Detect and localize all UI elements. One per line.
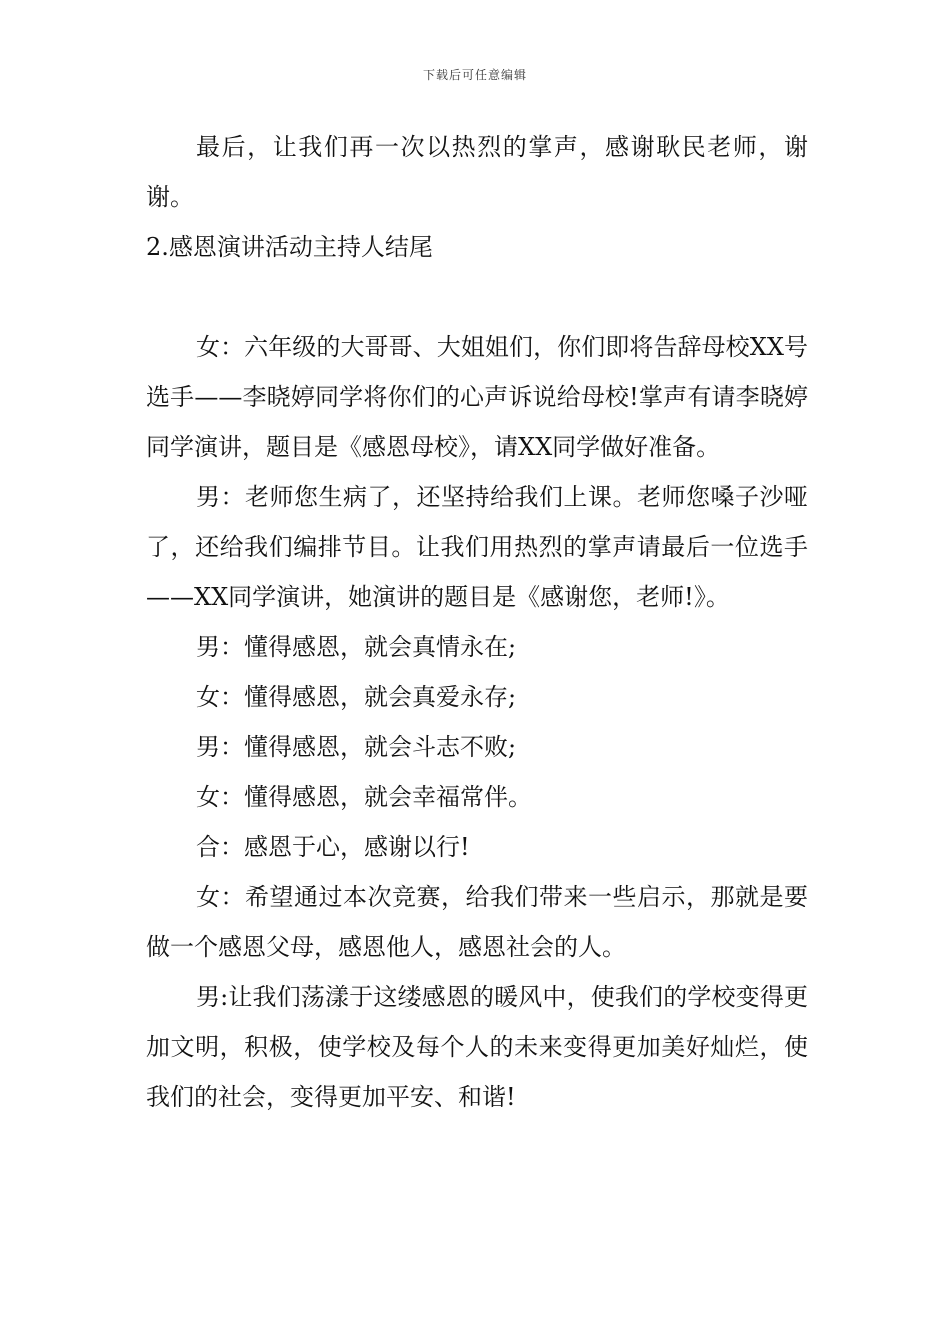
- dialogue-paragraph: 女：六年级的大哥哥、大姐姐们，你们即将告辞母校XX号选手——李晓婷同学将你们的心声诉说给母校!掌声有请李晓婷同学演讲，题目是《感恩母校》，请XX同学做好准备。: [146, 333, 808, 461]
- dialogue-line: 女：懂得感恩，就会真爱永存;: [196, 683, 517, 711]
- dialogue-paragraph: 男:让我们荡漾于这缕感恩的暖风中，使我们的学校变得更加文明，积极，使学校及每个人的未来变得更加美好灿烂，使我们的社会，变得更加平安、和谐!: [146, 983, 808, 1111]
- dialogue-paragraph: 男：老师您生病了，还坚持给我们上课。老师您嗓子沙哑了，还给我们编排节目。让我们用热烈的掌声请最后一位选手——XX同学演讲，她演讲的题目是《感谢您，老师!》。: [146, 483, 808, 611]
- dialogue-line: 合：感恩于心，感谢以行!: [196, 833, 470, 861]
- closing-paragraph: 最后，让我们再一次以热烈的掌声，感谢耿民老师，谢谢。: [146, 133, 808, 211]
- blank-line: [146, 272, 808, 322]
- dialogue-paragraph: 女：希望通过本次竞赛，给我们带来一些启示，那就是要做一个感恩父母，感恩他人，感恩社会的人。: [146, 883, 808, 961]
- page-header: 下载后可任意编辑: [422, 68, 527, 82]
- document-body: [146, 122, 808, 1122]
- dialogue-line: 男：懂得感恩，就会真情永在;: [196, 633, 517, 661]
- dialogue-line: 女：懂得感恩，就会幸福常伴。: [196, 783, 532, 811]
- dialogue-line: 男：懂得感恩，就会斗志不败;: [196, 733, 517, 761]
- section-heading: 2.感恩演讲活动主持人结尾: [146, 233, 433, 261]
